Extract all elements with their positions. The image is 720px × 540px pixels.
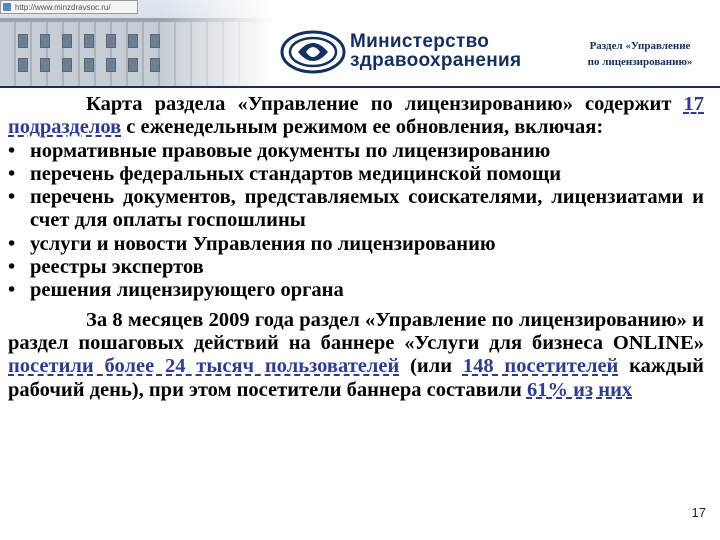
stats-highlight-visitors: посетили более 24 тысяч пользователей bbox=[8, 355, 400, 378]
ministry-line-2: здравоохранения bbox=[350, 50, 522, 71]
bullet-item: • услуги и новости Управления по лицензированию bbox=[8, 233, 704, 256]
statistics-paragraph bbox=[8, 309, 704, 402]
intro-text: Карта раздела «Управление по лицензированию» содержит bbox=[86, 93, 684, 115]
stats-highlight-share: 61% из них bbox=[526, 378, 633, 401]
header-banner bbox=[0, 0, 720, 88]
intro-paragraph bbox=[8, 93, 704, 140]
stats-text-1: За 8 месяцев 2009 года раздел «Управление по лицензированию» и раздел пошаговых действий на баннере «Услуги для бизнеса ONLINE» bbox=[8, 308, 704, 354]
intro-text-end: с еженедельным режимом ее обновления, включая: bbox=[121, 116, 604, 139]
bullet-list bbox=[8, 140, 704, 303]
ministry-logo-icon bbox=[280, 30, 346, 74]
bullet-item: • нормативные правовые документы по лицензированию bbox=[8, 140, 704, 163]
bullet-item: • реестры экспертов bbox=[8, 256, 704, 279]
section-label bbox=[560, 38, 720, 70]
browser-page-icon bbox=[3, 3, 11, 11]
stats-text-3: каждый рабочий день), при этом посетители баннера составили bbox=[8, 355, 704, 401]
url-bar bbox=[0, 0, 138, 14]
section-label-line-1: Раздел «Управление bbox=[589, 40, 691, 52]
bullet-item: • перечень документов, представляемых соискателями, лицензиатами и счет для оплаты госпошлины bbox=[8, 186, 704, 233]
stats-text-2: (или bbox=[399, 355, 463, 378]
bullet-item: • решения лицензирующего органа bbox=[8, 279, 704, 302]
ministry-title bbox=[350, 32, 521, 70]
ministry-line-1: Министерство bbox=[350, 31, 490, 52]
slide-body bbox=[8, 93, 704, 402]
url-text: http://www.minzdravsoc.ru/ bbox=[15, 3, 111, 12]
intro-highlight: 17 подразделов bbox=[8, 93, 704, 139]
bullet-item: • перечень федеральных стандартов медицинской помощи bbox=[8, 163, 704, 186]
stats-highlight-daily: 148 посетителей bbox=[462, 355, 619, 378]
section-label-line-2: по лицензированию» bbox=[587, 56, 693, 68]
header-divider bbox=[0, 86, 720, 88]
page-number: 17 bbox=[691, 505, 706, 520]
